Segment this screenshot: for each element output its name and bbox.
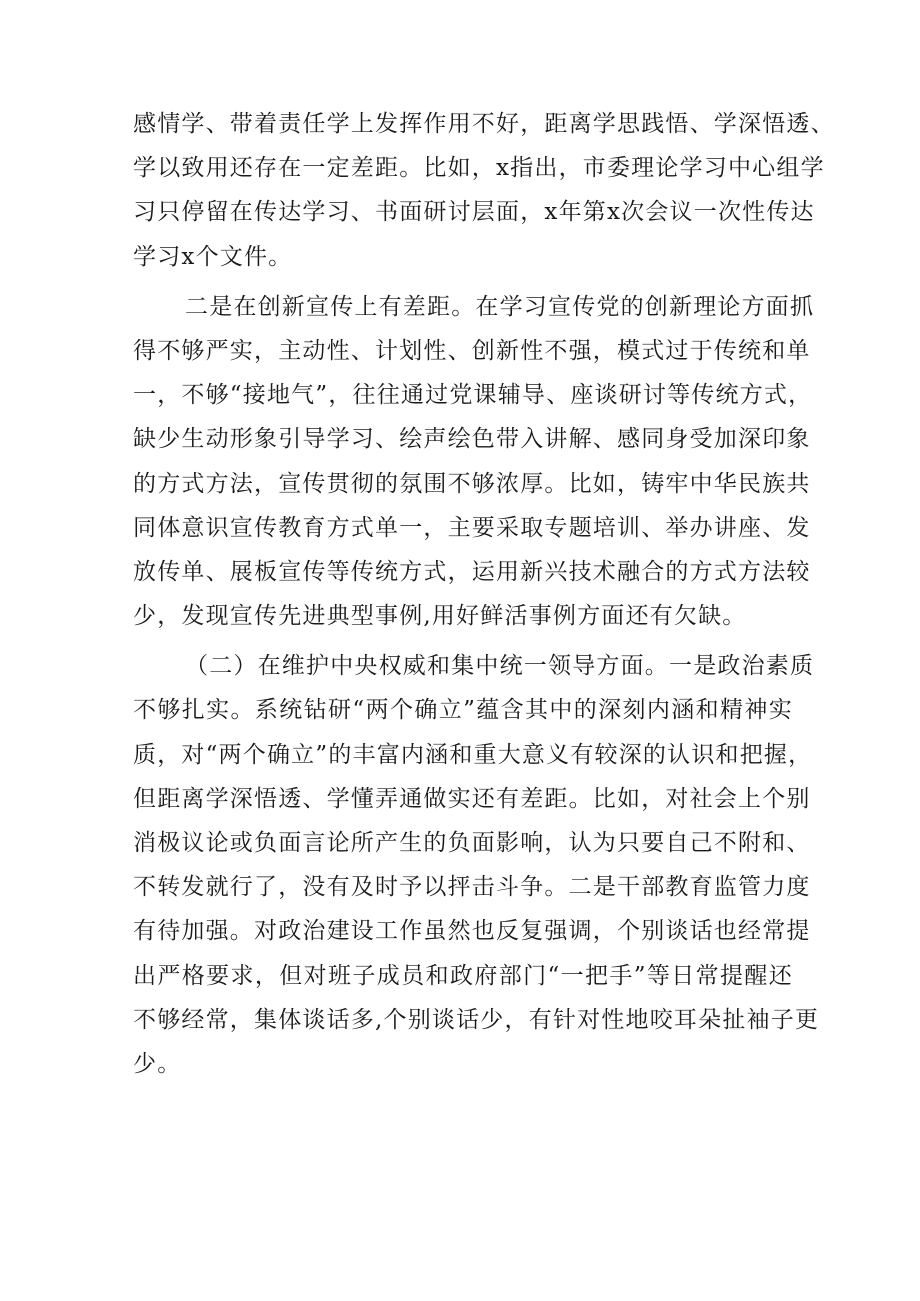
text-line: 学习x个文件。 [133, 243, 293, 270]
text-line: 得不够严实，主动性、计划性、创新性不强，模式过于传统和单 [133, 337, 811, 364]
text-line: 的方式方法，宣传贯彻的氛围不够浓厚。比如，铸牢中华民族共 [133, 470, 811, 497]
text-line: 有待加强。对政治建设工作虽然也反复强调，个别谈话也经常提 [133, 918, 811, 945]
text-line: 同体意识宣传教育方式单一，主要采取专题培训、举办讲座、发 [133, 514, 811, 541]
text-line: 少，发现宣传先进典型事例,用好鲜活事例方面还有欠缺。 [133, 603, 747, 630]
text-line: 一，不够“接地气”，往往通过党课辅导、座谈研讨等传统方式， [133, 382, 813, 409]
text-line: 感情学、带着责任学上发挥作用不好，距离学思践悟、学深悟透、 [133, 111, 835, 137]
text-line: 消极议论或负面言论所产生的负面影响，认为只要自己不附和、 [133, 830, 811, 856]
paragraph-2 [133, 285, 815, 639]
text-line: 但距离学深悟透、学懂弄通做实还有差距。比如，对社会上个别 [133, 785, 811, 812]
text-line: 放传单、展板宣传等传统方式，运用新兴技术融合的方式方法较 [133, 558, 811, 585]
text-line: 缺少生动形象引导学习、绘声绘色带入讲解、感同身受加深印象 [133, 426, 811, 453]
text-line: 出严格要求，但对班子成员和政府部门“一把手”等日常提醒还 [133, 962, 793, 989]
text-line: 少。 [133, 1050, 182, 1077]
text-line: （二）在维护中央权威和集中统一领导方面。一是政治素质 [185, 653, 815, 680]
paragraph-1 [133, 102, 835, 279]
text-line: 质，对“两个确立”的丰富内涵和重大意义有较深的认识和把握， [133, 741, 813, 768]
text-line: 习只停留在传达学习、书面研讨层面，x年第x次会议一次性传达 [133, 199, 815, 226]
text-line: 学以致用还存在一定差距。比如，x指出，市委理论学习中心组学 [133, 155, 825, 182]
paragraph-3 [133, 644, 820, 1086]
text-line: 不够经常，集体谈话多,个别谈话少，有针对性地咬耳朵扯袖子更 [133, 1006, 820, 1033]
text-line: 不够扎实。系统钻研“两个确立”蕴含其中的深刻内涵和精神实 [133, 697, 793, 724]
document-body [133, 102, 835, 1086]
text-line: 不转发就行了，没有及时予以抨击斗争。二是干部教育监管力度 [133, 874, 811, 901]
text-line: 二是在创新宣传上有差距。在学习宣传党的创新理论方面抓 [185, 293, 815, 320]
